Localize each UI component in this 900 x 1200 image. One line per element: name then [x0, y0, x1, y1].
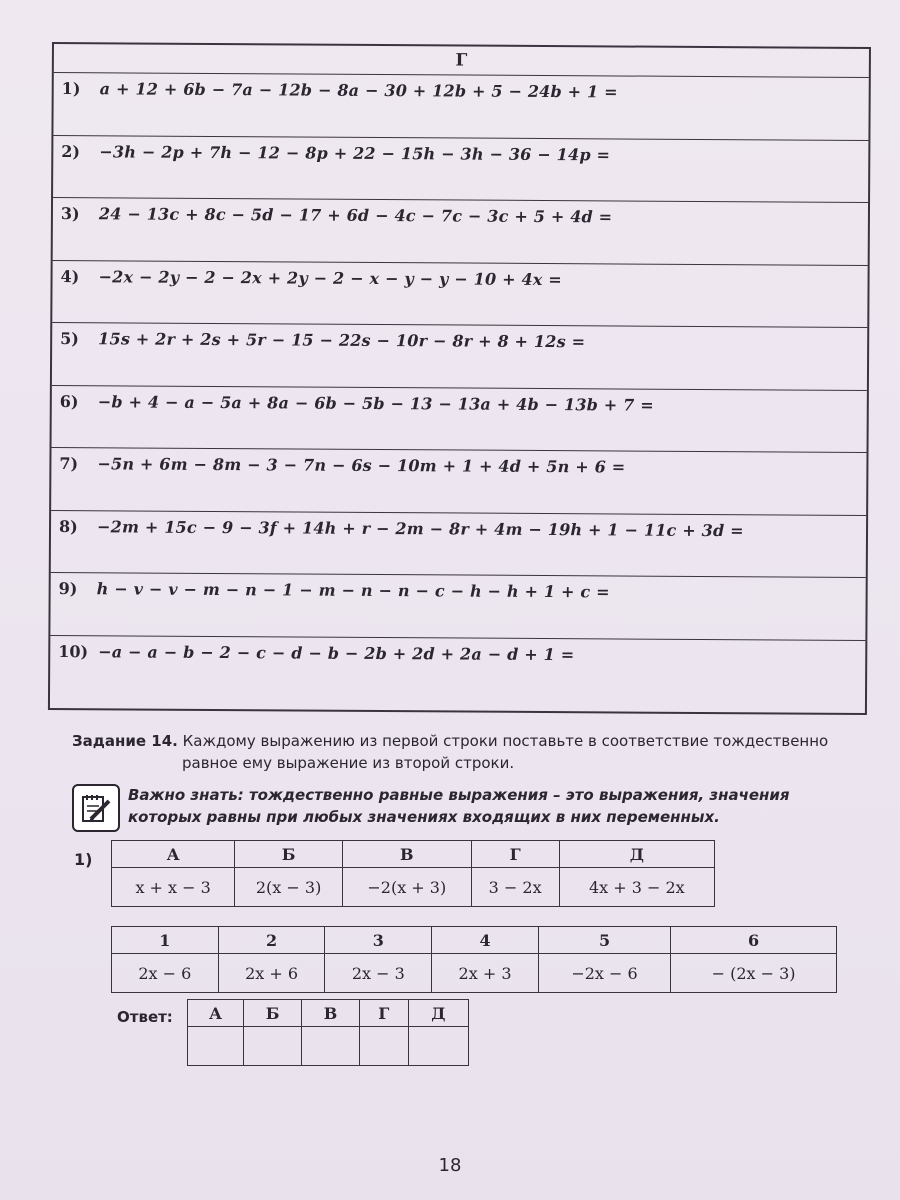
- answer-input-cell[interactable]: [408, 1027, 468, 1066]
- letter-expression-cell: x + x − 3: [112, 868, 235, 907]
- expression-text: −2m + 15c − 9 − 3f + 14h + r − 2m − 8r + 4m − 19h + 1 − 11c + 3d =: [96, 516, 744, 540]
- answer-input-cell[interactable]: [243, 1027, 301, 1066]
- row-number: 4): [60, 266, 80, 286]
- letter-header-cell: А: [112, 841, 235, 868]
- number-header-cell: 4: [432, 927, 539, 954]
- task-text-line2: равное ему выражение из второй строки.: [182, 754, 515, 772]
- letter-header-cell: В: [342, 841, 471, 868]
- expression-row: [52, 261, 867, 328]
- expression-row: [51, 448, 866, 515]
- row-number: 2): [61, 141, 81, 161]
- row-number: 1): [61, 79, 81, 99]
- row-number: 7): [59, 454, 79, 474]
- expression-text: −b + 4 − a − 5a + 8a − 6b − 5b − 13 − 13a + 4b − 13b + 7 =: [97, 391, 654, 415]
- page-number: 18: [438, 1155, 462, 1176]
- expression-text: −a − a − b − 2 − c − d − b − 2b + 2d + 2a − d + 1 =: [98, 641, 575, 664]
- expression-text: a + 12 + 6b − 7a − 12b − 8a − 30 + 12b + 5 − 24b + 1 =: [99, 79, 618, 102]
- expression-row: [53, 198, 868, 265]
- row-number: 5): [60, 329, 79, 349]
- note-line2: которых равны при любых значениях входящих в них переменных.: [128, 808, 720, 826]
- letter-expression-cell: 3 − 2x: [471, 868, 559, 907]
- numbers-table: [111, 926, 837, 993]
- expression-text: −5n + 6m − 8m − 3 − 7n − 6s − 10m + 1 + 4d + 5n + 6 =: [97, 454, 626, 477]
- row-number: 9): [58, 579, 78, 599]
- row-number: 6): [59, 391, 79, 411]
- answer-header-cell: Д: [408, 1000, 468, 1027]
- task-text-line1: Каждому выражению из первой строки поставьте в соответствие тождественно: [182, 732, 829, 750]
- expression-row: [53, 73, 868, 140]
- row-number: 3): [60, 204, 80, 224]
- expression-row: [50, 573, 865, 640]
- answer-input-cell[interactable]: [359, 1027, 408, 1066]
- number-header-cell: 1: [112, 927, 219, 954]
- number-header-cell: 5: [538, 927, 670, 954]
- expression-row: [52, 386, 867, 453]
- answer-label: Ответ:: [117, 1008, 173, 1026]
- column-header: Г: [54, 44, 869, 78]
- answer-header-cell: В: [302, 1000, 360, 1027]
- answer-header-cell: Г: [359, 1000, 408, 1027]
- important-note: [72, 784, 882, 832]
- answer-input-cell[interactable]: [302, 1027, 360, 1066]
- number-expression-cell: 2x + 6: [218, 954, 325, 993]
- expression-row: [50, 636, 865, 713]
- expression-text: h − v − v − m − n − 1 − m − n − n − c − h − h + 1 + c =: [96, 579, 610, 602]
- row-number: 8): [58, 516, 78, 536]
- number-expression-cell: −2x − 6: [538, 954, 670, 993]
- letters-table: [111, 840, 715, 907]
- letter-expression-cell: −2(x + 3): [342, 868, 471, 907]
- number-expression-cell: 2x − 3: [325, 954, 432, 993]
- letter-expression-cell: 2(x − 3): [235, 868, 343, 907]
- expression-text: 24 − 13c + 8c − 5d − 17 + 6d − 4c − 7c − 3c + 5 + 4d =: [98, 204, 613, 227]
- expression-row: [51, 511, 866, 578]
- expressions-table: [48, 42, 871, 714]
- number-expression-cell: − (2x − 3): [671, 954, 837, 993]
- letter-header-cell: Б: [235, 841, 343, 868]
- answer-header-cell: А: [188, 1000, 244, 1027]
- answer-header-cell: Б: [243, 1000, 301, 1027]
- number-header-cell: 2: [218, 927, 325, 954]
- number-header-cell: 6: [671, 927, 837, 954]
- expression-text: −2x − 2y − 2 − 2x + 2y − 2 − x − y − y − 10 + 4x =: [98, 266, 563, 289]
- task-label: Задание 14.: [72, 732, 178, 750]
- task-14: [72, 730, 882, 774]
- number-header-cell: 3: [325, 927, 432, 954]
- letter-expression-cell: 4x + 3 − 2x: [559, 868, 714, 907]
- expression-text: −3h − 2p + 7h − 12 − 8p + 22 − 15h − 3h − 36 − 14p =: [99, 141, 611, 164]
- expression-row: [52, 323, 867, 390]
- expression-row: [53, 136, 868, 203]
- answer-input-cell[interactable]: [188, 1027, 244, 1066]
- answer-table: [187, 999, 469, 1066]
- row-number: 10): [58, 641, 89, 661]
- letter-header-cell: Г: [471, 841, 559, 868]
- number-expression-cell: 2x − 6: [112, 954, 219, 993]
- notepad-pencil-icon: [72, 784, 120, 832]
- item-number: 1): [74, 850, 93, 869]
- letter-header-cell: Д: [559, 841, 714, 868]
- expression-text: 15s + 2r + 2s + 5r − 15 − 22s − 10r − 8r + 8 + 12s =: [98, 329, 586, 352]
- note-line1: Важно знать: тождественно равные выражения – это выражения, значения: [128, 786, 790, 804]
- number-expression-cell: 2x + 3: [432, 954, 539, 993]
